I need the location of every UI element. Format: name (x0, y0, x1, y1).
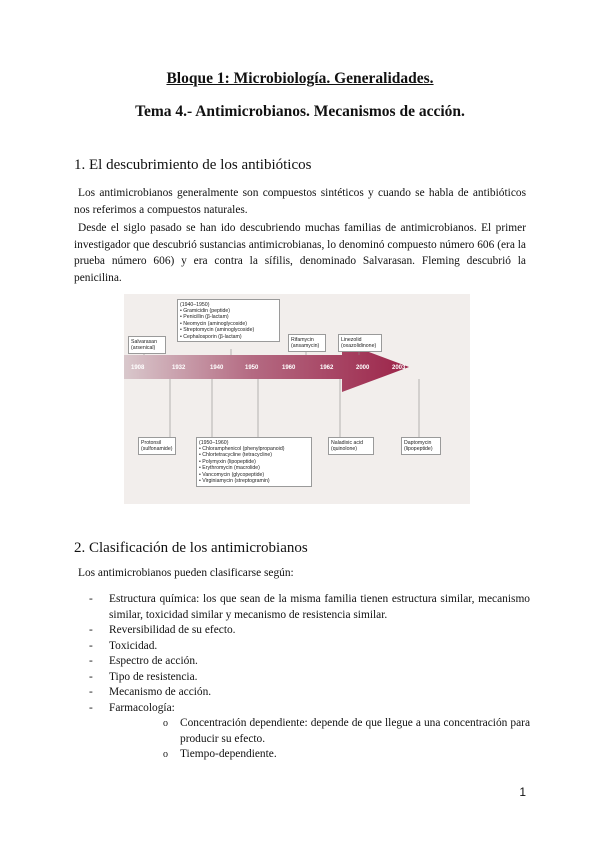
timeline-box-salvarasan (128, 336, 166, 354)
year-label: 2003 (392, 365, 406, 371)
box-line: • Virginiamycin (streptogramin) (199, 477, 270, 484)
list-item (74, 592, 530, 623)
list-item (74, 654, 530, 670)
box-line: Salvarasan (131, 338, 157, 345)
dash-bullet: - (89, 593, 93, 605)
timeline-box-1950s (196, 437, 312, 487)
year-label: 1932 (172, 365, 186, 371)
section-2-intro: Los antimicrobianos pueden clasificarse según: (78, 567, 294, 579)
box-line: • Gramicidin (peptide) (180, 307, 230, 314)
box-line: (oxazolidinone) (341, 342, 377, 349)
dash-bullet: - (89, 624, 93, 636)
box-line: Rifamycin (291, 336, 314, 343)
box-line: Protonsil (141, 439, 162, 446)
sublist-item-text: Tiempo-dependiente. (180, 748, 277, 760)
timeline-box-naladixic (328, 437, 374, 455)
dash-bullet: - (89, 639, 93, 652)
box-line: (ansamycin) (291, 342, 320, 349)
list-item (74, 639, 530, 655)
sublist-item-text: Concentración dependiente: depende de que llegue a una concentración para producir su efecto. (180, 717, 530, 745)
list-item-text: Tipo de resistencia. (109, 670, 198, 683)
timeline-box-1940s (177, 299, 280, 342)
box-line: • Chlortetracycline (tetracycline) (199, 452, 273, 459)
circle-bullet: o (163, 718, 168, 729)
box-line: • Chloramphenicol (phenylpropanoid) (199, 445, 285, 452)
box-line: • Neomycin (aminoglycoside) (180, 320, 247, 327)
dash-bullet: - (89, 655, 93, 667)
list-item (74, 623, 530, 639)
sublist-item (145, 716, 530, 747)
list-item-text: Mecanismo de acción. (109, 686, 212, 698)
box-line: Naladixic acid (331, 439, 364, 446)
timeline-box-rifamycin (288, 334, 326, 352)
list-item-text: Espectro de acción. (109, 655, 198, 667)
paragraph-1: Los antimicrobianos generalmente son compuestos sintéticos y cuando se habla de antibióticos nos referimos a compuestos naturales. (74, 187, 526, 216)
timeline-box-daptomycin (401, 437, 441, 455)
box-line: • Penicillin (β-lactam) (180, 314, 229, 321)
timeline-box-protonsil (138, 437, 176, 455)
list-item-text: Reversibilidad de su efecto. (109, 624, 236, 636)
box-line: (1950–1960) (199, 439, 229, 446)
box-line: • Streptomycin (aminoglycoside) (180, 327, 255, 334)
year-label: 1960 (282, 365, 296, 371)
box-line: • Erythromycin (macrolide) (199, 465, 260, 472)
list-item-text: Estructura química: los que sean de la misma familia tienen estructura similar, mecanismo similar, toxicidad similar y mecanismo de resistencia similar. (109, 593, 530, 621)
section-heading-1: 1. El descubrimiento de los antibióticos (74, 157, 312, 173)
box-line: • Polymyxin (lipopeptide) (199, 458, 256, 465)
dash-bullet: - (89, 686, 93, 698)
list-item (74, 701, 530, 763)
dash-bullet: - (89, 670, 93, 683)
box-line: • Vancomycin (glycopeptide) (199, 471, 265, 478)
box-line: Daptomycin (404, 439, 432, 446)
box-line: (sulfonamide) (141, 445, 173, 452)
box-line: (arsenical) (131, 344, 156, 351)
page-number: 1 (519, 785, 526, 799)
classification-list (74, 592, 530, 763)
document-subtitle: Tema 4.- Antimicrobianos. Mecanismos de acción. (135, 103, 465, 120)
box-line: (lipopeptide) (404, 445, 433, 452)
box-line: Linezolid (341, 336, 362, 343)
circle-bullet: o (163, 749, 168, 760)
list-item (74, 670, 530, 686)
year-label: 1950 (245, 365, 259, 371)
dash-bullet: - (89, 701, 93, 714)
pharmacology-sublist (109, 716, 530, 763)
paragraph-2: Desde el siglo pasado se han ido descubriendo muchas familias de antimicrobianos. El primer investigador que descubrió sustancias antimicrobianas, lo denominó compuesto número 606 (era la prueba número 606) y era contra la sífilis, denominado Salvarasan. Fleming descubrió la penicilina. (74, 222, 526, 284)
timeline-box-linezolid (338, 334, 382, 352)
year-label: 2000 (356, 365, 370, 371)
document-title: Bloque 1: Microbiología. Generalidades. (166, 70, 434, 87)
year-label: 1908 (131, 365, 145, 371)
box-line: (1940–1950) (180, 301, 210, 308)
year-label: 1962 (320, 365, 334, 371)
year-label: 1940 (210, 365, 224, 371)
list-item (74, 685, 530, 701)
list-item-text: Farmacología: (109, 701, 175, 714)
box-line: (quinolone) (331, 445, 357, 452)
box-line: • Cephalosporin (β-lactam) (180, 333, 242, 340)
antibiotic-timeline-figure (124, 294, 470, 504)
section-heading-2: 2. Clasificación de los antimicrobianos (74, 540, 308, 556)
list-item-text: Toxicidad. (109, 639, 158, 652)
sublist-item (145, 747, 530, 763)
